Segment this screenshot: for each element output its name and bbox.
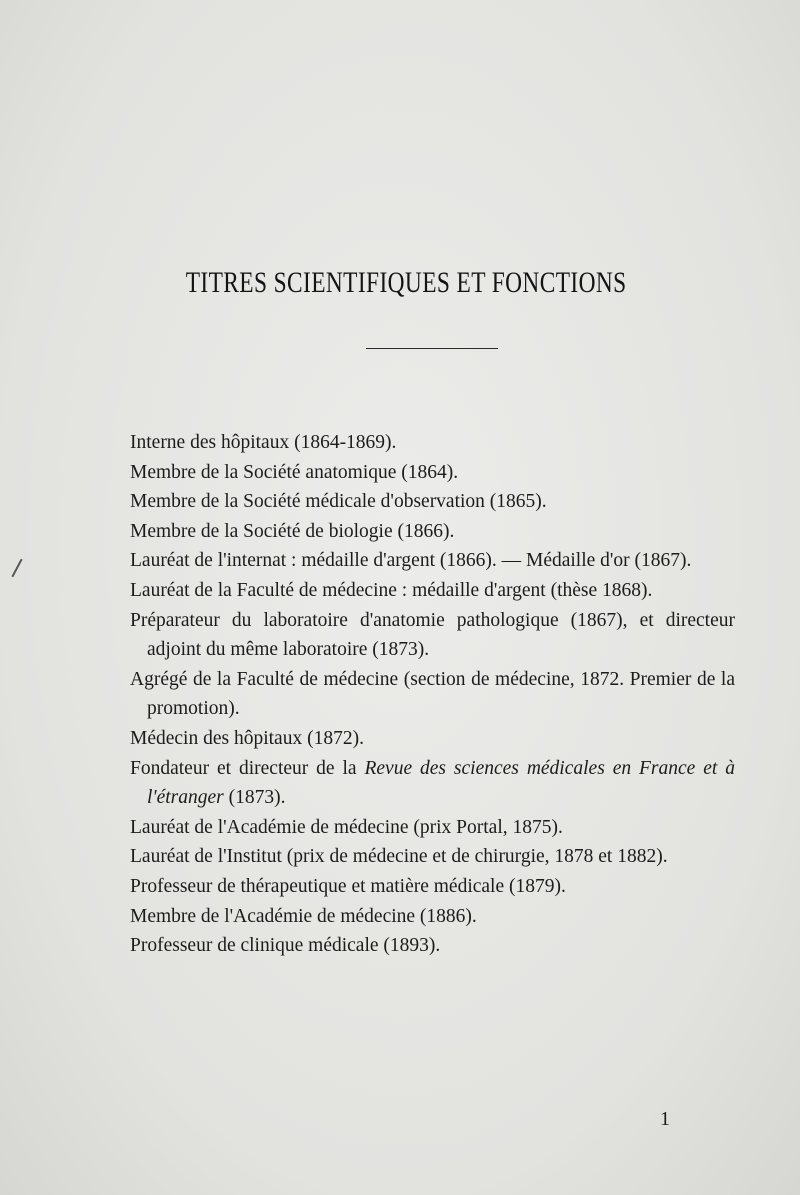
entry-text: (1873). xyxy=(223,787,286,809)
page-title: TITRES SCIENTIFIQUES ET FONCTIONS xyxy=(185,266,627,299)
title-entry xyxy=(130,606,735,665)
title-entry xyxy=(130,931,735,961)
title-divider xyxy=(366,348,498,349)
entry-text: Lauréat de l'internat : médaille d'argent (1866). — Médaille d'or (1867). xyxy=(130,550,692,572)
title-entry xyxy=(130,902,735,932)
entry-text: Membre de la Société de biologie (1866). xyxy=(130,520,455,542)
entry-text: Agrégé de la Faculté de médecine (section de médecine, 1872. Premier de la promotion). xyxy=(130,668,735,720)
entry-text: Lauréat de l'Académie de médecine (prix Portal, 1875). xyxy=(130,816,563,838)
title-entry xyxy=(130,428,735,458)
entry-text: Membre de l'Académie de médecine (1886). xyxy=(130,905,477,927)
entry-text: Lauréat de la Faculté de médecine : médaille d'argent (thèse 1868). xyxy=(130,579,653,601)
title-entry xyxy=(130,665,735,724)
entry-text: Membre de la Société anatomique (1864). xyxy=(130,461,459,483)
title-entry xyxy=(130,517,735,547)
margin-pencil-mark xyxy=(11,559,22,578)
entry-text: Professeur de clinique médicale (1893). xyxy=(130,935,441,957)
entry-text: Fondateur et directeur de la xyxy=(130,757,365,779)
page-number: 1 xyxy=(660,1108,670,1130)
title-entry xyxy=(130,576,735,606)
entry-text: Interne des hôpitaux (1864-1869). xyxy=(130,432,397,453)
entry-text: Médecin des hôpitaux (1872). xyxy=(130,727,364,749)
entry-text: Membre de la Société médicale d'observation (1865). xyxy=(130,491,547,513)
title-entry xyxy=(130,754,735,813)
title-entry xyxy=(130,487,735,517)
entry-text: Préparateur du laboratoire d'anatomie pathologique (1867), et directeur adjoint du même laboratoire (1873). xyxy=(130,609,735,661)
title-entry xyxy=(130,458,735,488)
entry-text: Lauréat de l'Institut (prix de médecine et de chirurgie, 1878 et 1882). xyxy=(130,846,668,868)
title-entry xyxy=(130,724,735,754)
title-entry xyxy=(130,872,735,902)
title-entry xyxy=(130,546,735,576)
title-entry xyxy=(130,842,735,872)
title-entry xyxy=(130,813,735,843)
entry-text: Professeur de thérapeutique et matière médicale (1879). xyxy=(130,875,566,897)
titles-list xyxy=(130,428,735,961)
entry-italic-text: Revue des sciences médicales en France et à l'étranger xyxy=(147,757,735,809)
